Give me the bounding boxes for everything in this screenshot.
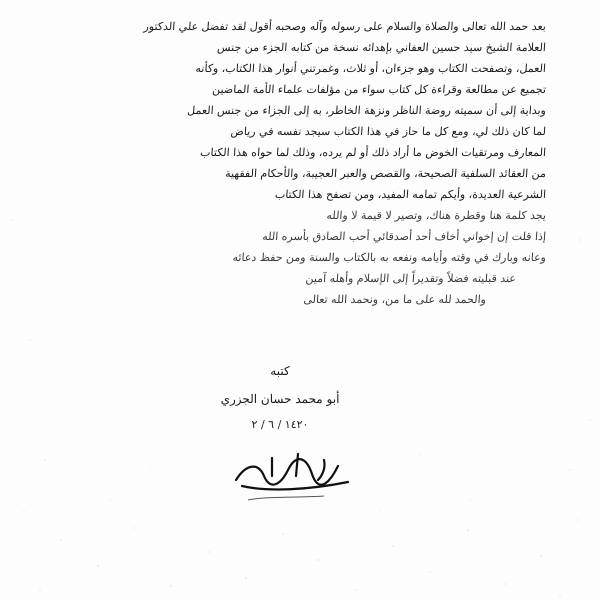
letter-body <box>66 16 546 310</box>
letter-line-7: المعارف ومرتقيات الخوض ما أراد ذلك أو لم يرده، وذلك لما حواه هذا الكتاب <box>199 146 547 159</box>
handwritten-signature <box>228 446 358 506</box>
letter-line-9: الشرعية العديدة، وأيكم تمامه المفيد، ومن تصفح هذا الكتاب <box>274 188 547 201</box>
letter-line-13: عند قبليته فضلاً وتقديراً إلى الإسلام وأهله آمين <box>305 272 517 285</box>
author-name: أبو محمد حسان الجزري <box>220 392 340 406</box>
letter-line-6: لما كان ذلك لي، ومع كل ما حاز في هذا الكتاب سيجد نفسه في رياض <box>230 125 547 138</box>
letter-line-4: تجميع عن مطالعة وقراءة كل كتاب سواء من مؤلفات علماء الأمة الماضين <box>211 83 547 96</box>
letter-line-14: والحمد لله على ما من، ونحمد الله تعالى <box>302 293 487 306</box>
letter-line-3: العمل، وتصفحت الكتاب وهو جزءان، أو ثلاث، وغمرتني أنوار هذا الكتاب، وكأنه <box>195 62 547 75</box>
letter-line-8: من العقائد السلفية الصحيحة، والقصص والعبر العجيبة، والأحكام الفقهية <box>224 167 547 180</box>
closing-word: كتبه <box>270 364 290 378</box>
letter-line-11: إذا قلت إن إخواني أخاف أحد أصدقائي أحب الصادق بأسره الله <box>261 230 547 243</box>
letter-line-10: يجد كلمة هنا وقطرة هناك، وتصير لا قيمة لا والله <box>326 209 547 222</box>
letter-line-5: وبداية إلى أن سميته روضة الناظر ونزهة الخاطر، به إلى الجزاء من جنس العمل <box>186 104 547 117</box>
letter-line-12: وعانه وبارك في وقته وأيامه ونفعه به بالكتاب والسنة ومن حفظ دعائه <box>232 251 547 264</box>
letter-line-1: بعد حمد الله تعالى والصلاة والسلام على رسوله وآله وصحبه أقول لقد تفضل علي الدكتور <box>143 20 547 33</box>
letter-line-2: العلامة الشيخ سيد حسين العفاني بإهدائه نسخة من كتابه الجزء من جنس <box>216 41 547 54</box>
author-date: ١٤٢٠ / ٦ / ٢ <box>251 418 309 431</box>
